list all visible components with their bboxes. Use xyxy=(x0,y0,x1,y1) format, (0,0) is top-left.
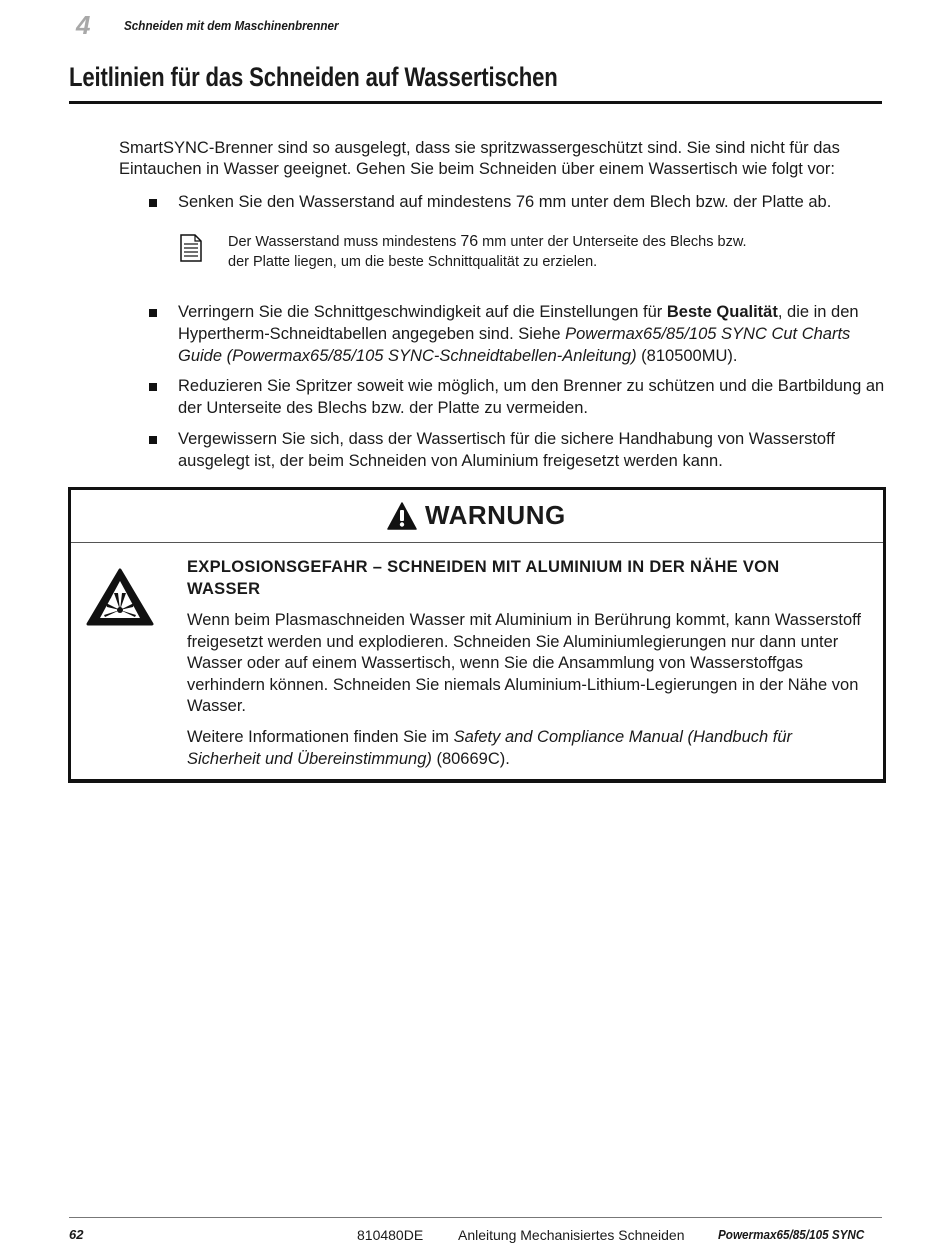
bullet-marker xyxy=(149,199,157,207)
note-text-post: mm unter der Unterseite des Blechs bzw. der Platte liegen, um die beste Schnittqualität zu erzielen. xyxy=(228,234,747,270)
intro-paragraph: SmartSYNC-Brenner sind so ausgelegt, dass sie spritzwassergeschützt sind. Sie sind nicht für das Eintauchen in Wasser geeignet. Gehen Sie beim Schneiden über einem Wassertisch wie folgt vor: xyxy=(119,139,840,178)
list-item: Senken Sie den Wasserstand auf mindestens 76 mm unter dem Blech bzw. der Platte ab. xyxy=(178,193,832,211)
footer-product-name: Powermax65/85/105 SYNC xyxy=(718,1227,865,1242)
footer-manual-title: Anleitung Mechanisiertes Schneiden xyxy=(458,1227,685,1243)
chapter-number: 4 xyxy=(76,10,91,40)
warning-ref-pre: Weitere Informationen finden Sie im xyxy=(187,728,454,746)
warning-body: Wenn beim Plasmaschneiden Wasser mit Aluminium in Berührung kommt, kann Wasserstoff freigesetzt werden und explodieren. Schneiden Sie Aluminiumlegierungen nur dann unter Wasser oder auf einem Wassertisch, wenn Sie die Ansammlung von Wasserstoffgas verhindern können. Schneiden Sie niemals Aluminium-Lithium-Legierungen in der Nähe von Wasser. xyxy=(187,611,862,715)
warning-reference xyxy=(187,727,867,770)
bullet-2-mid: , die in den Hypertherm-Schneidtabellen angegeben sind. Siehe xyxy=(178,303,859,343)
page-title: Leitlinien für das Schneiden auf Wassertischen xyxy=(69,62,558,92)
bullet-2-post: (810500MU). xyxy=(636,347,738,365)
title-rule xyxy=(69,101,882,104)
list-item: Vergewissern Sie sich, dass der Wassertisch für die sichere Handhabung von Wasserstoff ausgelegt ist, der beim Schneiden von Aluminium freigesetzt werden kann. xyxy=(178,430,835,470)
explosion-hazard-icon xyxy=(86,567,154,627)
footer-doc-number: 810480DE xyxy=(357,1227,424,1243)
list-item: Reduzieren Sie Spritzer soweit wie möglich, um den Brenner zu schützen und die Bartbildung an der Unterseite des Blechs bzw. der Platte zu vermeiden. xyxy=(178,377,885,417)
note-document-icon xyxy=(180,234,202,262)
bullet-marker xyxy=(149,309,157,317)
cut-charts-guide-reference: Powermax65/85/105 SYNC Cut Charts Guide (Powermax65/85/105 SYNC-Schneidtabellen-Anleitung) xyxy=(178,325,851,365)
chapter-title: Schneiden mit dem Maschinenbrenner xyxy=(124,18,339,33)
warning-heading: EXPLOSIONSGEFAHR – SCHNEIDEN MIT ALUMINIUM IN DER NÄHE VON WASSER xyxy=(187,558,780,598)
bullet-marker xyxy=(149,436,157,444)
note-value: 76 xyxy=(460,233,479,250)
warning-label: WARNUNG xyxy=(425,500,566,530)
warning-box xyxy=(68,487,886,783)
footer-page-number: 62 xyxy=(69,1227,84,1242)
warning-triangle-icon xyxy=(387,502,417,530)
list-item xyxy=(178,301,888,367)
warning-header xyxy=(71,490,883,543)
bullet-marker xyxy=(149,383,157,391)
note-text-pre: Der Wasserstand muss mindestens xyxy=(228,234,461,250)
bullet-2-bold: Beste Qualität xyxy=(666,303,778,321)
safety-manual-reference: Safety and Compliance Manual (Handbuch für Sicherheit und Übereinstimmung) xyxy=(187,728,793,768)
note-text xyxy=(228,232,748,272)
footer-rule xyxy=(69,1217,882,1218)
warning-ref-post: (80669C). xyxy=(431,749,510,768)
bullet-2-pre: Verringern Sie die Schnittgeschwindigkeit auf die Einstellungen für xyxy=(178,303,667,321)
